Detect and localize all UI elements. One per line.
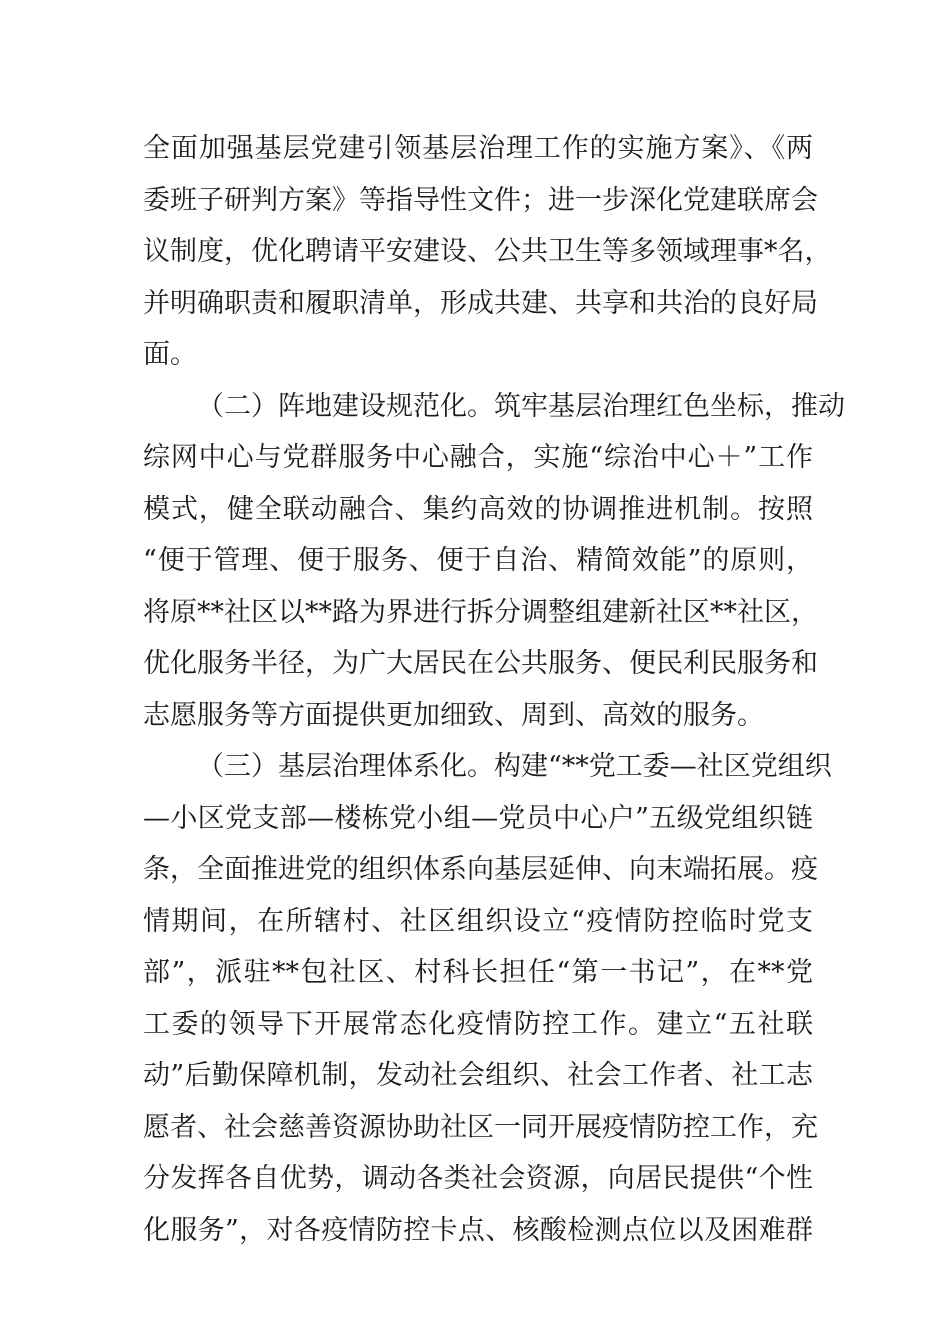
text-line: —小区党支部—楼栋党小组—党员中心户”五级党组织链 [143,802,813,834]
text-line: “便于管理、便于服务、便于自治、精简效能”的原则， [143,545,813,576]
text-line: 议制度，优化聘请平安建设、公共卫生等多领域理事*名， [143,236,832,267]
text-line: 工委的领导下开展常态化疫情防控工作。建立“五社联 [143,1008,813,1040]
text-line: 并明确职责和履职清单，形成共建、共享和共治的良好局 [143,287,818,319]
paragraph-heading-line: （三）基层治理体系化。构建“**党工委—社区党组织 [197,751,832,782]
paragraph-heading-line: （二）阵地建设规范化。筑牢基层治理红色坐标，推动 [197,390,845,422]
text-line: 部”，派驻**包社区、村科长担任“第一书记”，在**党 [143,957,813,988]
text-line: 志愿服务等方面提供更加细致、周到、高效的服务。 [143,699,764,731]
text-line: 模式，健全联动融合、集约高效的协调推进机制。按照 [143,493,813,525]
text-line: 委班子研判方案》等指导性文件；进一步深化党建联席会 [143,184,818,216]
text-line: 面。 [143,339,197,370]
text-line: 化服务”，对各疫情防控卡点、核酸检测点位以及困难群 [143,1214,813,1246]
body-text [143,123,845,1256]
text-line: 情期间，在所辖村、社区组织设立“疫情防控临时党支 [143,905,813,937]
text-line: 优化服务半径，为广大居民在公共服务、便民利民服务和 [143,648,818,679]
text-line: 愿者、社会慈善资源协助社区一同开展疫情防控工作，充 [143,1111,818,1143]
text-line: 条，全面推进党的组织体系向基层延伸、向末端拓展。疫 [143,854,818,885]
text-line: 将原**社区以**路为界进行拆分调整组建新社区**社区， [143,596,818,628]
text-line: 动”后勤保障机制，发动社会组织、社会工作者、社工志 [143,1060,813,1091]
text-line: 分发挥各自优势，调动各类社会资源，向居民提供“个性 [143,1163,813,1194]
text-line: 全面加强基层党建引领基层治理工作的实施方案》、《两 [143,133,813,164]
text-line: 综网中心与党群服务中心融合，实施“综治中心＋”工作 [143,442,813,473]
